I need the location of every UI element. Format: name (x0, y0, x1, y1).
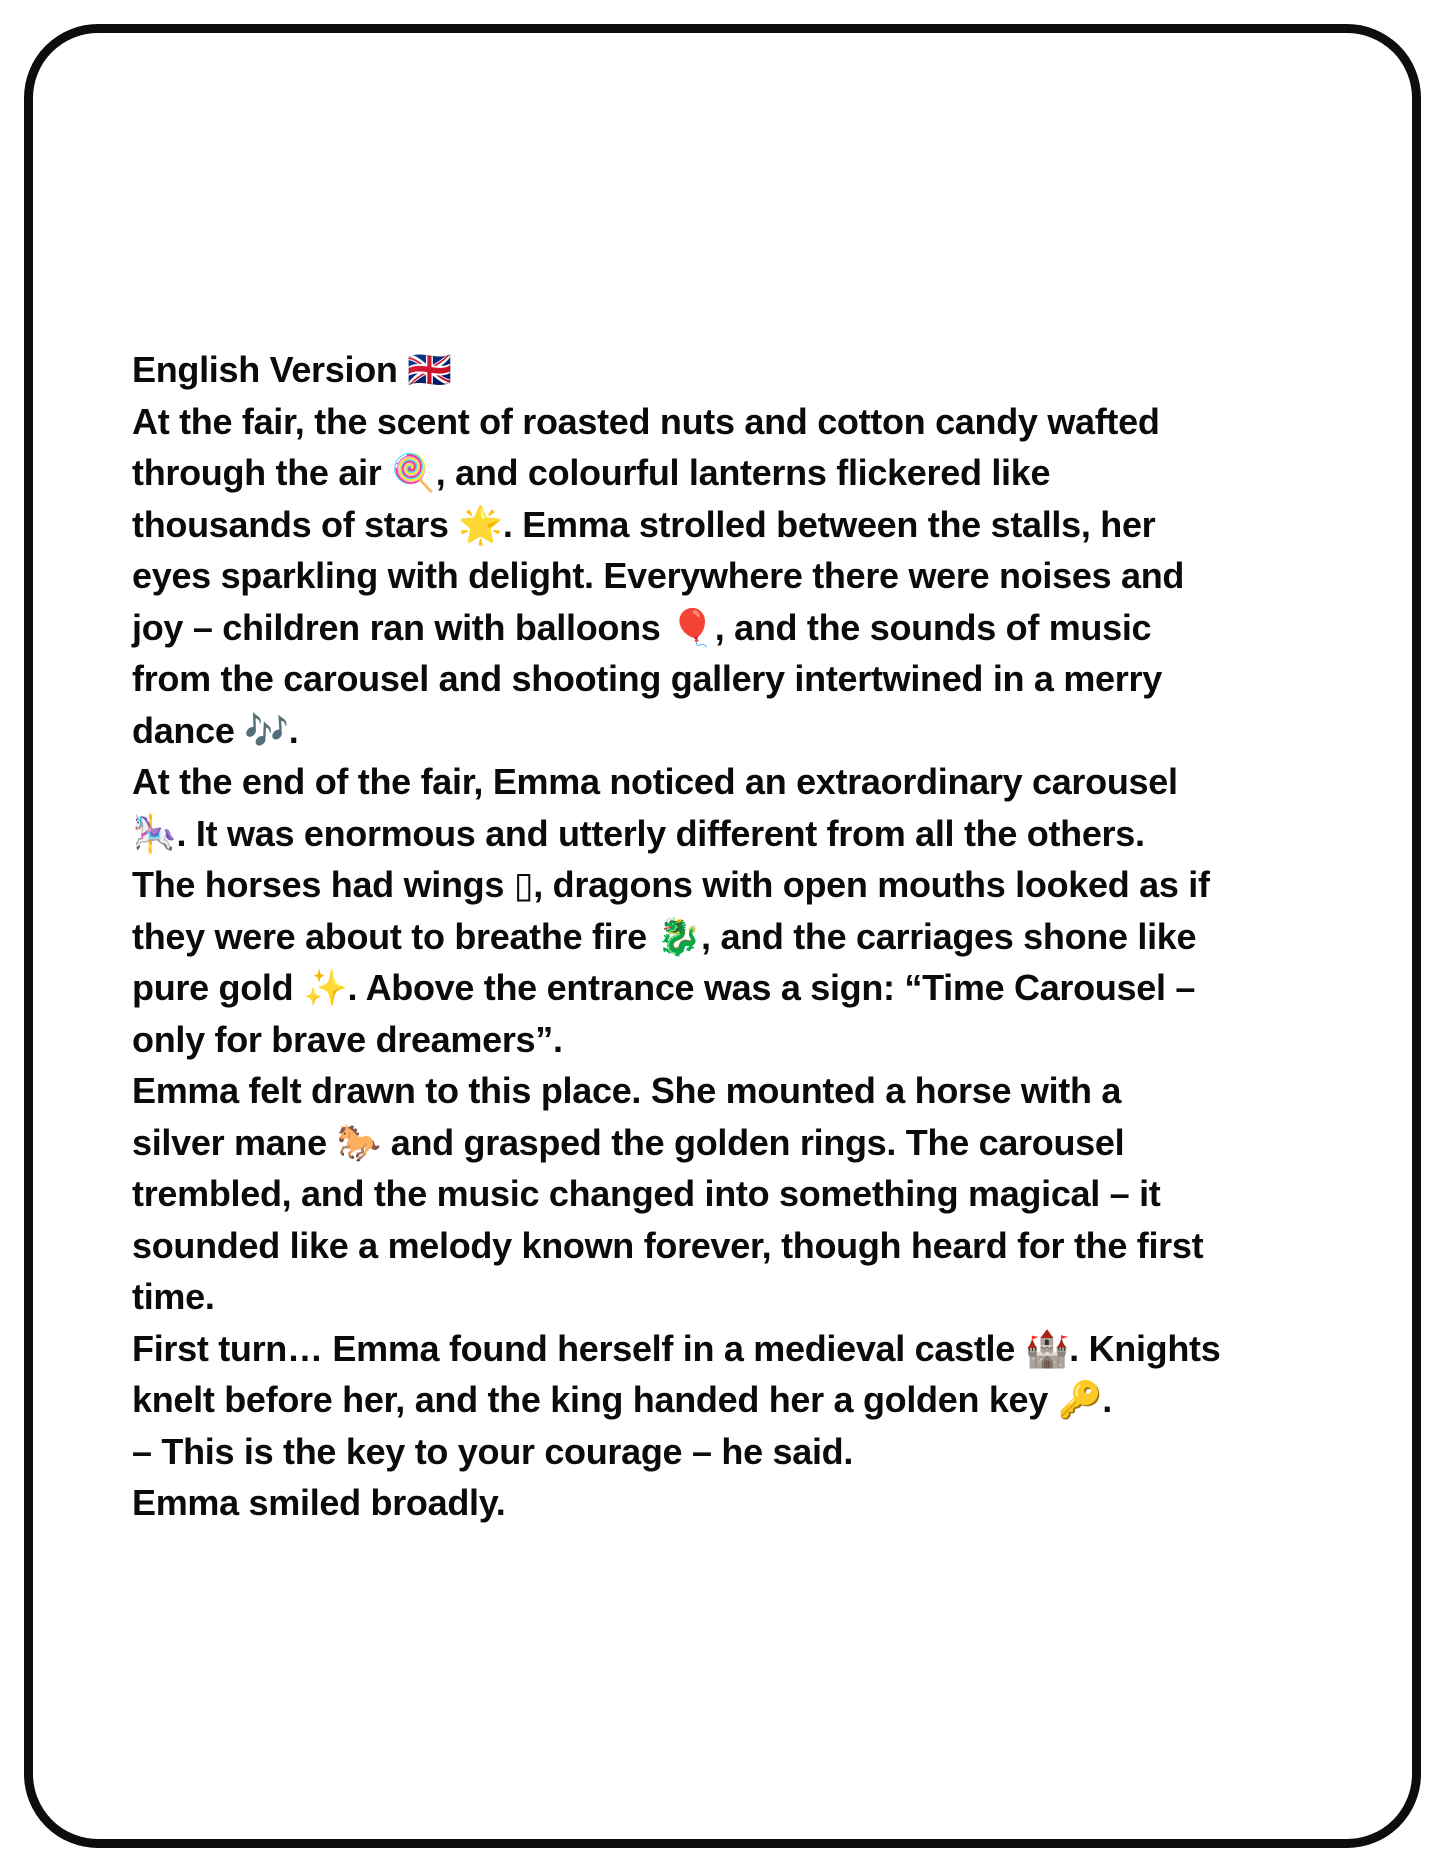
story-line: First turn… Emma found herself in a medieval castle 🏰. Knights (132, 1327, 1221, 1369)
story-line: knelt before her, and the king handed her a golden key 🔑. (132, 1379, 1112, 1420)
story-line: At the fair, the scent of roasted nuts and cotton candy wafted (132, 400, 1160, 442)
story-line: they were about to breathe fire 🐉, and the carriages shone like (132, 915, 1197, 957)
story-line: The horses had wings ▯, dragons with open mouths looked as if (132, 864, 1210, 905)
story-line: Emma smiled broadly. (132, 1482, 506, 1523)
story-line: only for brave dreamers”. (132, 1018, 563, 1060)
story-line: 🎠. It was enormous and utterly different from all the others. (132, 812, 1145, 854)
story-line: pure gold ✨. Above the entrance was a sign: “Time Carousel – (132, 967, 1196, 1008)
story-line: dance 🎶. (132, 709, 299, 751)
story-line: thousands of stars 🌟. Emma strolled between the stalls, her (132, 503, 1156, 545)
heading-english-version: English Version 🇬🇧 (132, 349, 452, 390)
story-line: trembled, and the music changed into something magical – it (132, 1173, 1161, 1214)
story-line: At the end of the fair, Emma noticed an extraordinary carousel (132, 761, 1178, 802)
story-text (132, 344, 1332, 1529)
story-line: eyes sparkling with delight. Everywhere there were noises and (132, 555, 1185, 596)
story-line: from the carousel and shooting gallery intertwined in a merry (132, 658, 1162, 699)
story-line: time. (132, 1276, 215, 1317)
story-line: joy – children ran with balloons 🎈, and the sounds of music (132, 606, 1152, 648)
story-line: silver mane 🐎 and grasped the golden rings. The carousel (132, 1121, 1125, 1163)
story-line: Emma felt drawn to this place. She mounted a horse with a (132, 1070, 1122, 1111)
story-line: – This is the key to your courage – he said. (132, 1430, 854, 1472)
story-line: sounded like a melody known forever, though heard for the first (132, 1224, 1204, 1266)
story-line: through the air 🍭, and colourful lanterns flickered like (132, 452, 1051, 493)
